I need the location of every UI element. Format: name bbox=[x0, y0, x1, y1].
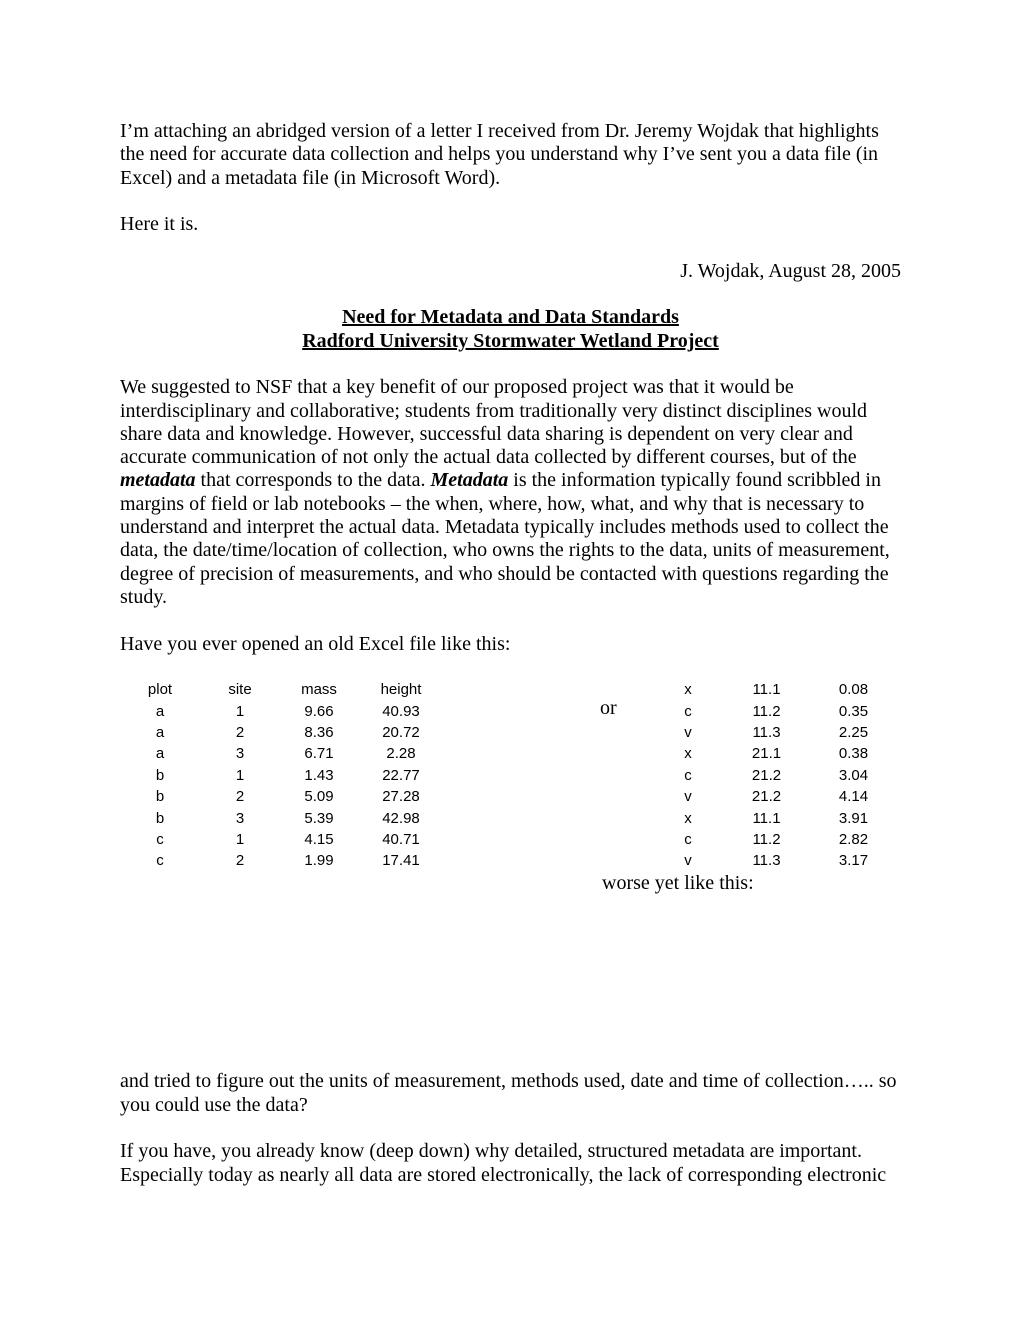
right-table-cell: x bbox=[684, 681, 692, 699]
right-table-cell: v bbox=[684, 723, 692, 741]
right-table-cell: c bbox=[684, 766, 692, 784]
left-data-table bbox=[120, 679, 444, 872]
right-table-cell: 21.2 bbox=[751, 788, 782, 806]
right-table-cell: 0.38 bbox=[838, 745, 869, 763]
right-table-cell: x bbox=[684, 809, 692, 827]
left-table-cell: 2 bbox=[235, 723, 245, 741]
right-table-cell: 0.08 bbox=[838, 681, 869, 699]
left-table-cell: 1 bbox=[235, 702, 245, 720]
body-text-segment: We suggested to NSF that a key benefit of our proposed project was that it would be interdisciplinary and collaborative; students from traditionally very distinct disciplines would share data and knowledge. However, successful data sharing is dependent on very clear and accurate communication of not only the actual data collected by different courses, but of the bbox=[120, 376, 868, 469]
right-table-cell: v bbox=[684, 788, 692, 806]
left-table-cell: 27.28 bbox=[382, 788, 420, 806]
left-table-cell: 8.36 bbox=[304, 723, 334, 741]
left-table-cell: 5.39 bbox=[304, 809, 334, 827]
right-table-cell: x bbox=[684, 745, 692, 763]
body-paragraph bbox=[120, 376, 901, 609]
document-title bbox=[120, 306, 901, 353]
right-table-cell: 4.14 bbox=[838, 788, 869, 806]
excel-prompt-line: Have you ever opened an old Excel file like this: bbox=[120, 632, 511, 655]
right-table-cell: 0.35 bbox=[838, 702, 869, 720]
closing-paragraph-1: and tried to figure out the units of measurement, methods used, date and time of collection….. so you could use the data? bbox=[120, 1070, 897, 1116]
left-table-header-cell: mass bbox=[301, 681, 337, 699]
left-table-cell: a bbox=[155, 745, 165, 763]
left-table-cell: 2 bbox=[235, 852, 245, 870]
blank-figure-space bbox=[120, 895, 901, 1070]
left-table-cell: a bbox=[155, 702, 165, 720]
left-table-cell: a bbox=[155, 723, 165, 741]
left-table-cell: 5.09 bbox=[304, 788, 334, 806]
closing-paragraph-2: If you have, you already know (deep down) why detailed, structured metadata are important. Especially today as nearly all data are stored electronically, the lack of corresponding electronic bbox=[120, 1140, 887, 1186]
right-table-cell: 21.1 bbox=[751, 745, 782, 763]
data-tables-region bbox=[120, 679, 901, 872]
right-table-cell: 2.82 bbox=[838, 830, 869, 848]
signature-line: J. Wojdak, August 28, 2005 bbox=[680, 259, 901, 282]
right-table-cell: 3.17 bbox=[838, 852, 869, 870]
right-data-table bbox=[653, 679, 897, 872]
left-table-cell: 3 bbox=[235, 745, 245, 763]
right-table-cell: 2.25 bbox=[838, 723, 869, 741]
title-line-1: Need for Metadata and Data Standards bbox=[342, 306, 679, 329]
left-table-cell: b bbox=[155, 766, 165, 784]
right-table-cell: c bbox=[684, 702, 692, 720]
right-table-cell: c bbox=[684, 830, 692, 848]
metadata-term: Metadata bbox=[430, 469, 509, 492]
right-table-cell: 21.2 bbox=[751, 766, 782, 784]
right-table-cell: 11.3 bbox=[752, 852, 781, 870]
right-table-cell: 11.2 bbox=[752, 702, 781, 720]
left-table-cell: 22.77 bbox=[382, 766, 420, 784]
left-table-cell: 3 bbox=[235, 809, 245, 827]
intro-paragraph: I’m attaching an abridged version of a letter I received from Dr. Jeremy Wojdak that highlights the need for accurate data collection and helps you understand why I’ve sent you a data file (in Excel) and a metadata file (in Microsoft Word). bbox=[120, 120, 879, 189]
right-table-cell: 11.1 bbox=[752, 809, 781, 827]
right-table-cell: 3.04 bbox=[838, 766, 869, 784]
left-table-cell: 4.15 bbox=[304, 830, 334, 848]
left-table-cell: 2.28 bbox=[386, 745, 416, 763]
left-table-cell: 2 bbox=[235, 788, 245, 806]
left-table-cell: 1 bbox=[235, 830, 245, 848]
left-table-cell: 17.41 bbox=[382, 852, 420, 870]
right-table-cell: 11.1 bbox=[752, 681, 781, 699]
left-table-cell: c bbox=[156, 830, 164, 848]
left-table-header-cell: height bbox=[380, 681, 422, 699]
body-text-segment: that corresponds to the data. bbox=[195, 469, 431, 492]
left-table-header-cell: plot bbox=[147, 681, 173, 699]
left-table-cell: 40.93 bbox=[382, 702, 420, 720]
document-content bbox=[120, 0, 901, 1187]
right-table-cell: 11.3 bbox=[752, 723, 781, 741]
left-table-cell: 40.71 bbox=[382, 830, 420, 848]
left-table-cell: c bbox=[156, 852, 164, 870]
right-table-cell: 11.2 bbox=[752, 830, 781, 848]
title-line-2: Radford University Stormwater Wetland Project bbox=[302, 329, 719, 352]
left-table-header-cell: site bbox=[228, 681, 252, 699]
right-table-cell: 3.91 bbox=[838, 809, 869, 827]
or-label: or bbox=[600, 697, 617, 720]
left-table-cell: 6.71 bbox=[304, 745, 334, 763]
left-table-cell: 1.43 bbox=[304, 766, 334, 784]
left-table-cell: b bbox=[155, 788, 165, 806]
right-table-cell: v bbox=[684, 852, 692, 870]
left-table-cell: b bbox=[155, 809, 165, 827]
here-it-is-line: Here it is. bbox=[120, 213, 199, 236]
worse-yet-line: worse yet like this: bbox=[602, 872, 754, 895]
left-table-cell: 1 bbox=[235, 766, 245, 784]
left-table-cell: 9.66 bbox=[304, 702, 334, 720]
left-table-cell: 1.99 bbox=[304, 852, 334, 870]
body-text-segment: is the information typically found scribbled in margins of field or lab notebooks – the when, where, how, what, and why that is necessary to understand and interpret the actual data. Metadata typically includes methods used to collect the data, the date/time/location of collection, who owns the rights to the data, units of measurement, degree of precision of measurements, and who should be contacted with questions regarding the study. bbox=[120, 469, 890, 608]
left-table-cell: 42.98 bbox=[382, 809, 420, 827]
left-table-cell: 20.72 bbox=[382, 723, 420, 741]
metadata-term: metadata bbox=[120, 469, 196, 492]
